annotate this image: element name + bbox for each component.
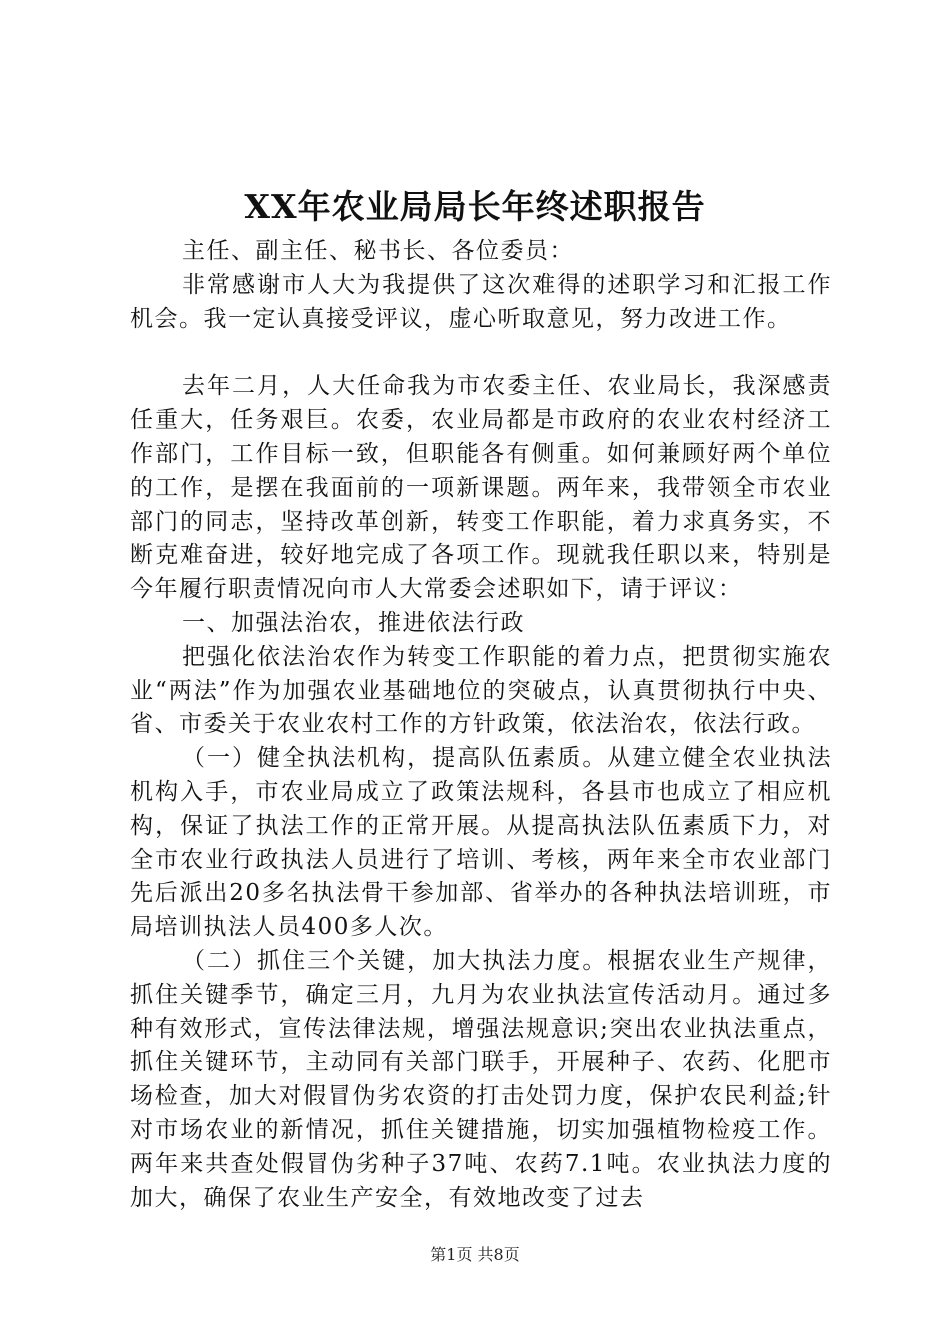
page-footer: 第1页 共8页 [430, 1245, 520, 1264]
body-paragraph: 去年二月，人大任命我为市农委主任、农业局长，我深感责任重大，任务艰巨。农委，农业局都是市政府的农业农村经济工作部门，工作目标一致，但职能各有侧重。如何兼顾好两个单位的工作，是摆在我面前的一项新课题。两年来，我带领全市农业部门的同志，坚持改革创新，转变工作职能，着力求真务实，不断克难奋进，较好地完成了各项工作。现就我任职以来，特别是今年履行职责情况向市人大常委会述职如下，请于评议： [130, 373, 832, 603]
body-paragraph: （二）抓住三个关键，加大执法力度。根据农业生产规律，抓住关键季节，确定三月，九月为农业执法宣传活动月。通过多种有效形式，宣传法律法规，增强法规意识;突出农业执法重点，抓住关键环节，主动同有关部门联手，开展种子、农药、化肥市场检查，加大对假冒伪劣农资的打击处罚力度，保护农民利益;针对市场农业的新情况，抓住关键措施，切实加强植物检疫工作。两年来共查处假冒伪劣种子37吨、农药7.1吨。农业执法力度的加大，确保了农业生产安全，有效地改变了过去 [130, 947, 832, 1211]
body-paragraph: 非常感谢市人大为我提供了这次难得的述职学习和汇报工作机会。我一定认真接受评议，虚心听取意见，努力改进工作。 [130, 271, 832, 332]
body-paragraph: 把强化依法治农作为转变工作职能的着力点，把贯彻实施农业“两法”作为加强农业基础地位的突破点，认真贯彻执行中央、省、市委关于农业农村工作的方针政策，依法治农，依法行政。 [130, 643, 832, 738]
document-title: XX年农业局局长年终述职报告 [244, 187, 706, 226]
section-heading: 一、加强法治农，推进依法行政 [182, 609, 525, 636]
paragraph-spacer [130, 336, 832, 370]
body-paragraph: （一）健全执法机构，提高队伍素质。从建立健全农业执法机构入手，市农业局成立了政策法规科，各县市也成立了相应机构，保证了执法工作的正常开展。从提高执法队伍素质下力，对全市农业行政执法人员进行了培训、考核，两年来全市农业部门先后派出20多名执法骨干参加部、省举办的各种执法培训班，市局培训执法人员400多人次。 [130, 745, 832, 941]
document-body [130, 235, 832, 1215]
salutation: 主任、副主任、秘书长、各位委员： [182, 238, 574, 264]
